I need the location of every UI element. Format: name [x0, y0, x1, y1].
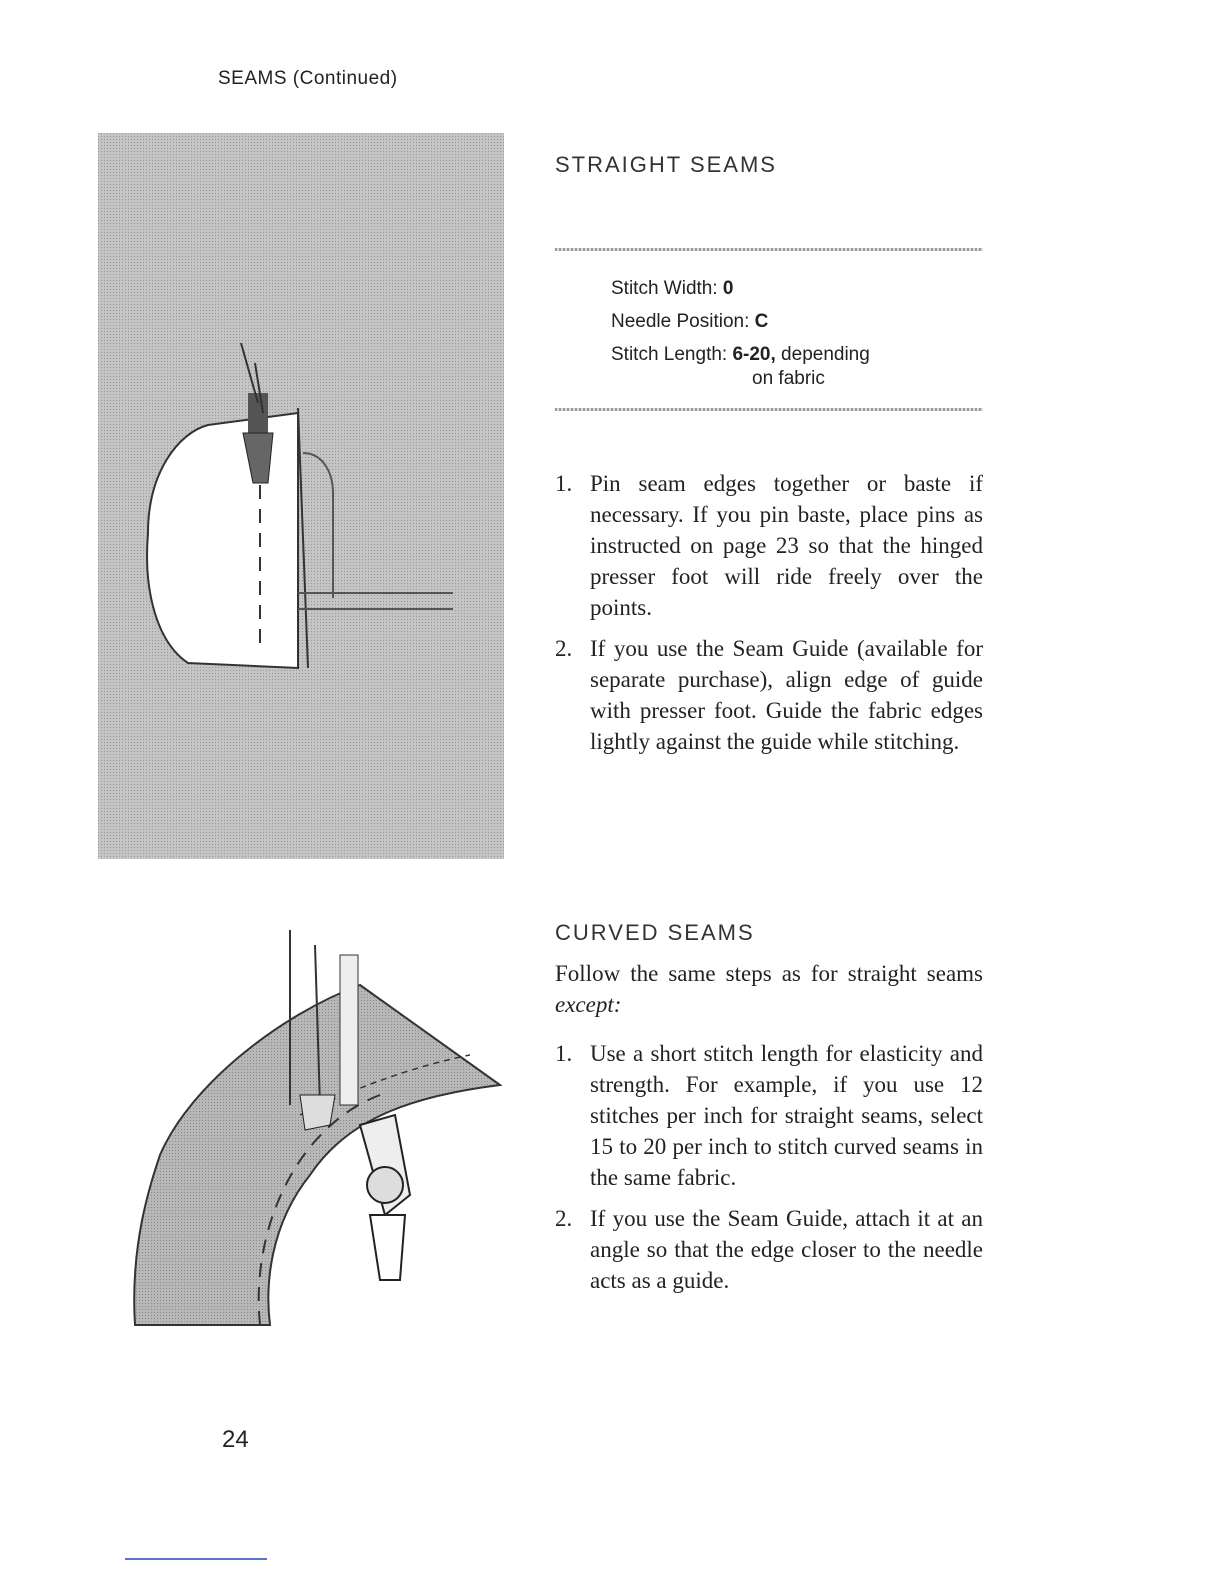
footer-line [125, 1558, 267, 1560]
list-item: 1. Use a short stitch length for elasticity and strength. For example, if you use 12 stitches per inch for straight seams, select 15 to 20 per inch to stitch curved seams in the same fabric. [555, 1041, 983, 1190]
setting-stitch-length: Stitch Length: 6-20, depending [611, 344, 870, 365]
list-item: 2. If you use the Seam Guide, attach it at an angle so that the edge closer to the needle acts as a guide. [555, 1206, 983, 1293]
straight-seams-heading: STRAIGHT SEAMS [555, 152, 777, 177]
curved-seams-heading: CURVED SEAMS [555, 920, 755, 945]
divider [555, 408, 983, 411]
setting-stitch-width: Stitch Width: 0 [611, 278, 734, 299]
setting-needle-position: Needle Position: C [611, 311, 769, 332]
straight-seams-steps [555, 468, 983, 767]
straight-seam-illustration [98, 133, 504, 859]
curved-seams-steps [555, 1038, 983, 1306]
list-item: 2. If you use the Seam Guide (available for separate purchase), align edge of guide with presser foot. Guide the fabric edges lightly against the guide while stitching. [555, 636, 983, 754]
curved-seam-illustration [130, 925, 520, 1335]
page-number: 24 [222, 1426, 249, 1453]
running-header: SEAMS (Continued) [218, 68, 398, 89]
list-item: 1. Pin seam edges together or baste if necessary. If you pin baste, place pins as instructed on page 23 so that the hinged presser foot will ride freely over the points. [555, 471, 983, 620]
curved-seams-intro: Follow the same steps as for straight seams except: [555, 961, 983, 1017]
setting-stitch-length-cont: on fabric [752, 368, 825, 389]
divider [555, 248, 983, 251]
